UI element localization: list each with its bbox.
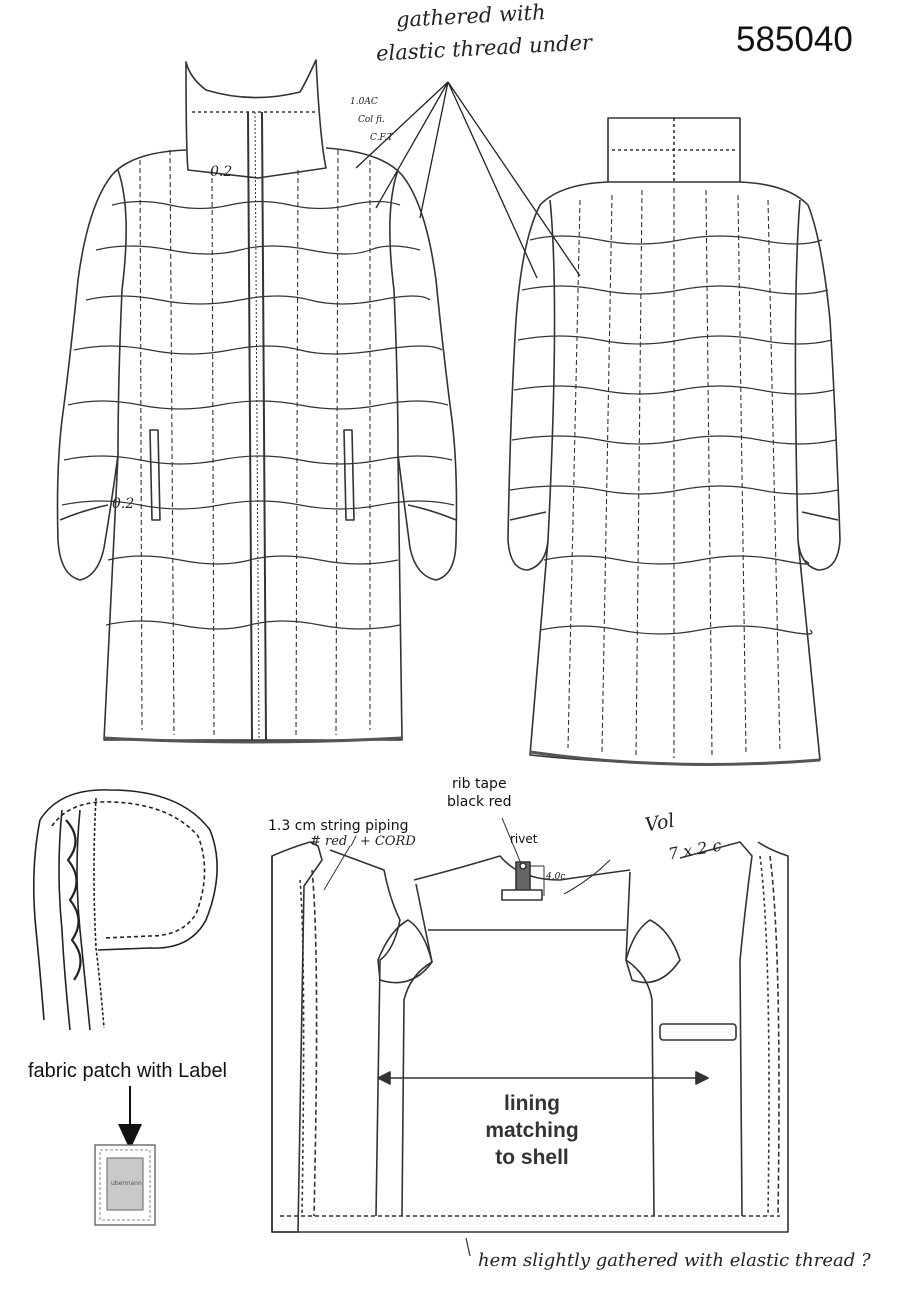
collar-note-1: 1.0AC <box>350 97 378 107</box>
rib-tape-label-1: rib tape <box>452 776 507 792</box>
zip-dimension-label: 0.2 <box>210 164 233 180</box>
annotation-gathered-line2: elastic thread under <box>375 30 593 66</box>
rivet-label: rivet <box>510 832 538 846</box>
lining-text-line: lining <box>504 1092 560 1115</box>
pocket-dimension-label: 0.2 <box>112 496 135 512</box>
rib-tape-label-2: black red <box>447 794 512 810</box>
rivet-dimension: 4.0c <box>546 872 566 882</box>
collar-note-3: C.F.T <box>370 133 394 143</box>
vol-note-2: 7 x 2 c <box>666 835 723 864</box>
vol-note-1: Vol <box>643 809 677 837</box>
piping-label-1: 1.3 cm string piping <box>268 818 409 834</box>
lining-text-line: matching <box>485 1119 579 1142</box>
lining-text <box>452 1090 612 1171</box>
hem-note: hem slightly gathered with elastic thread ? <box>478 1250 871 1271</box>
fabric-patch-label-text: ubermann <box>111 1180 142 1187</box>
piping-label-2: # red / + CORD <box>310 834 416 849</box>
fabric-patch-caption: fabric patch with Label <box>28 1060 228 1082</box>
collar-note-2: Col fi. <box>358 115 385 125</box>
lining-text-line: to shell <box>495 1146 569 1169</box>
style-number: 585040 <box>736 20 853 59</box>
annotation-gathered-line1: gathered with <box>395 0 547 32</box>
